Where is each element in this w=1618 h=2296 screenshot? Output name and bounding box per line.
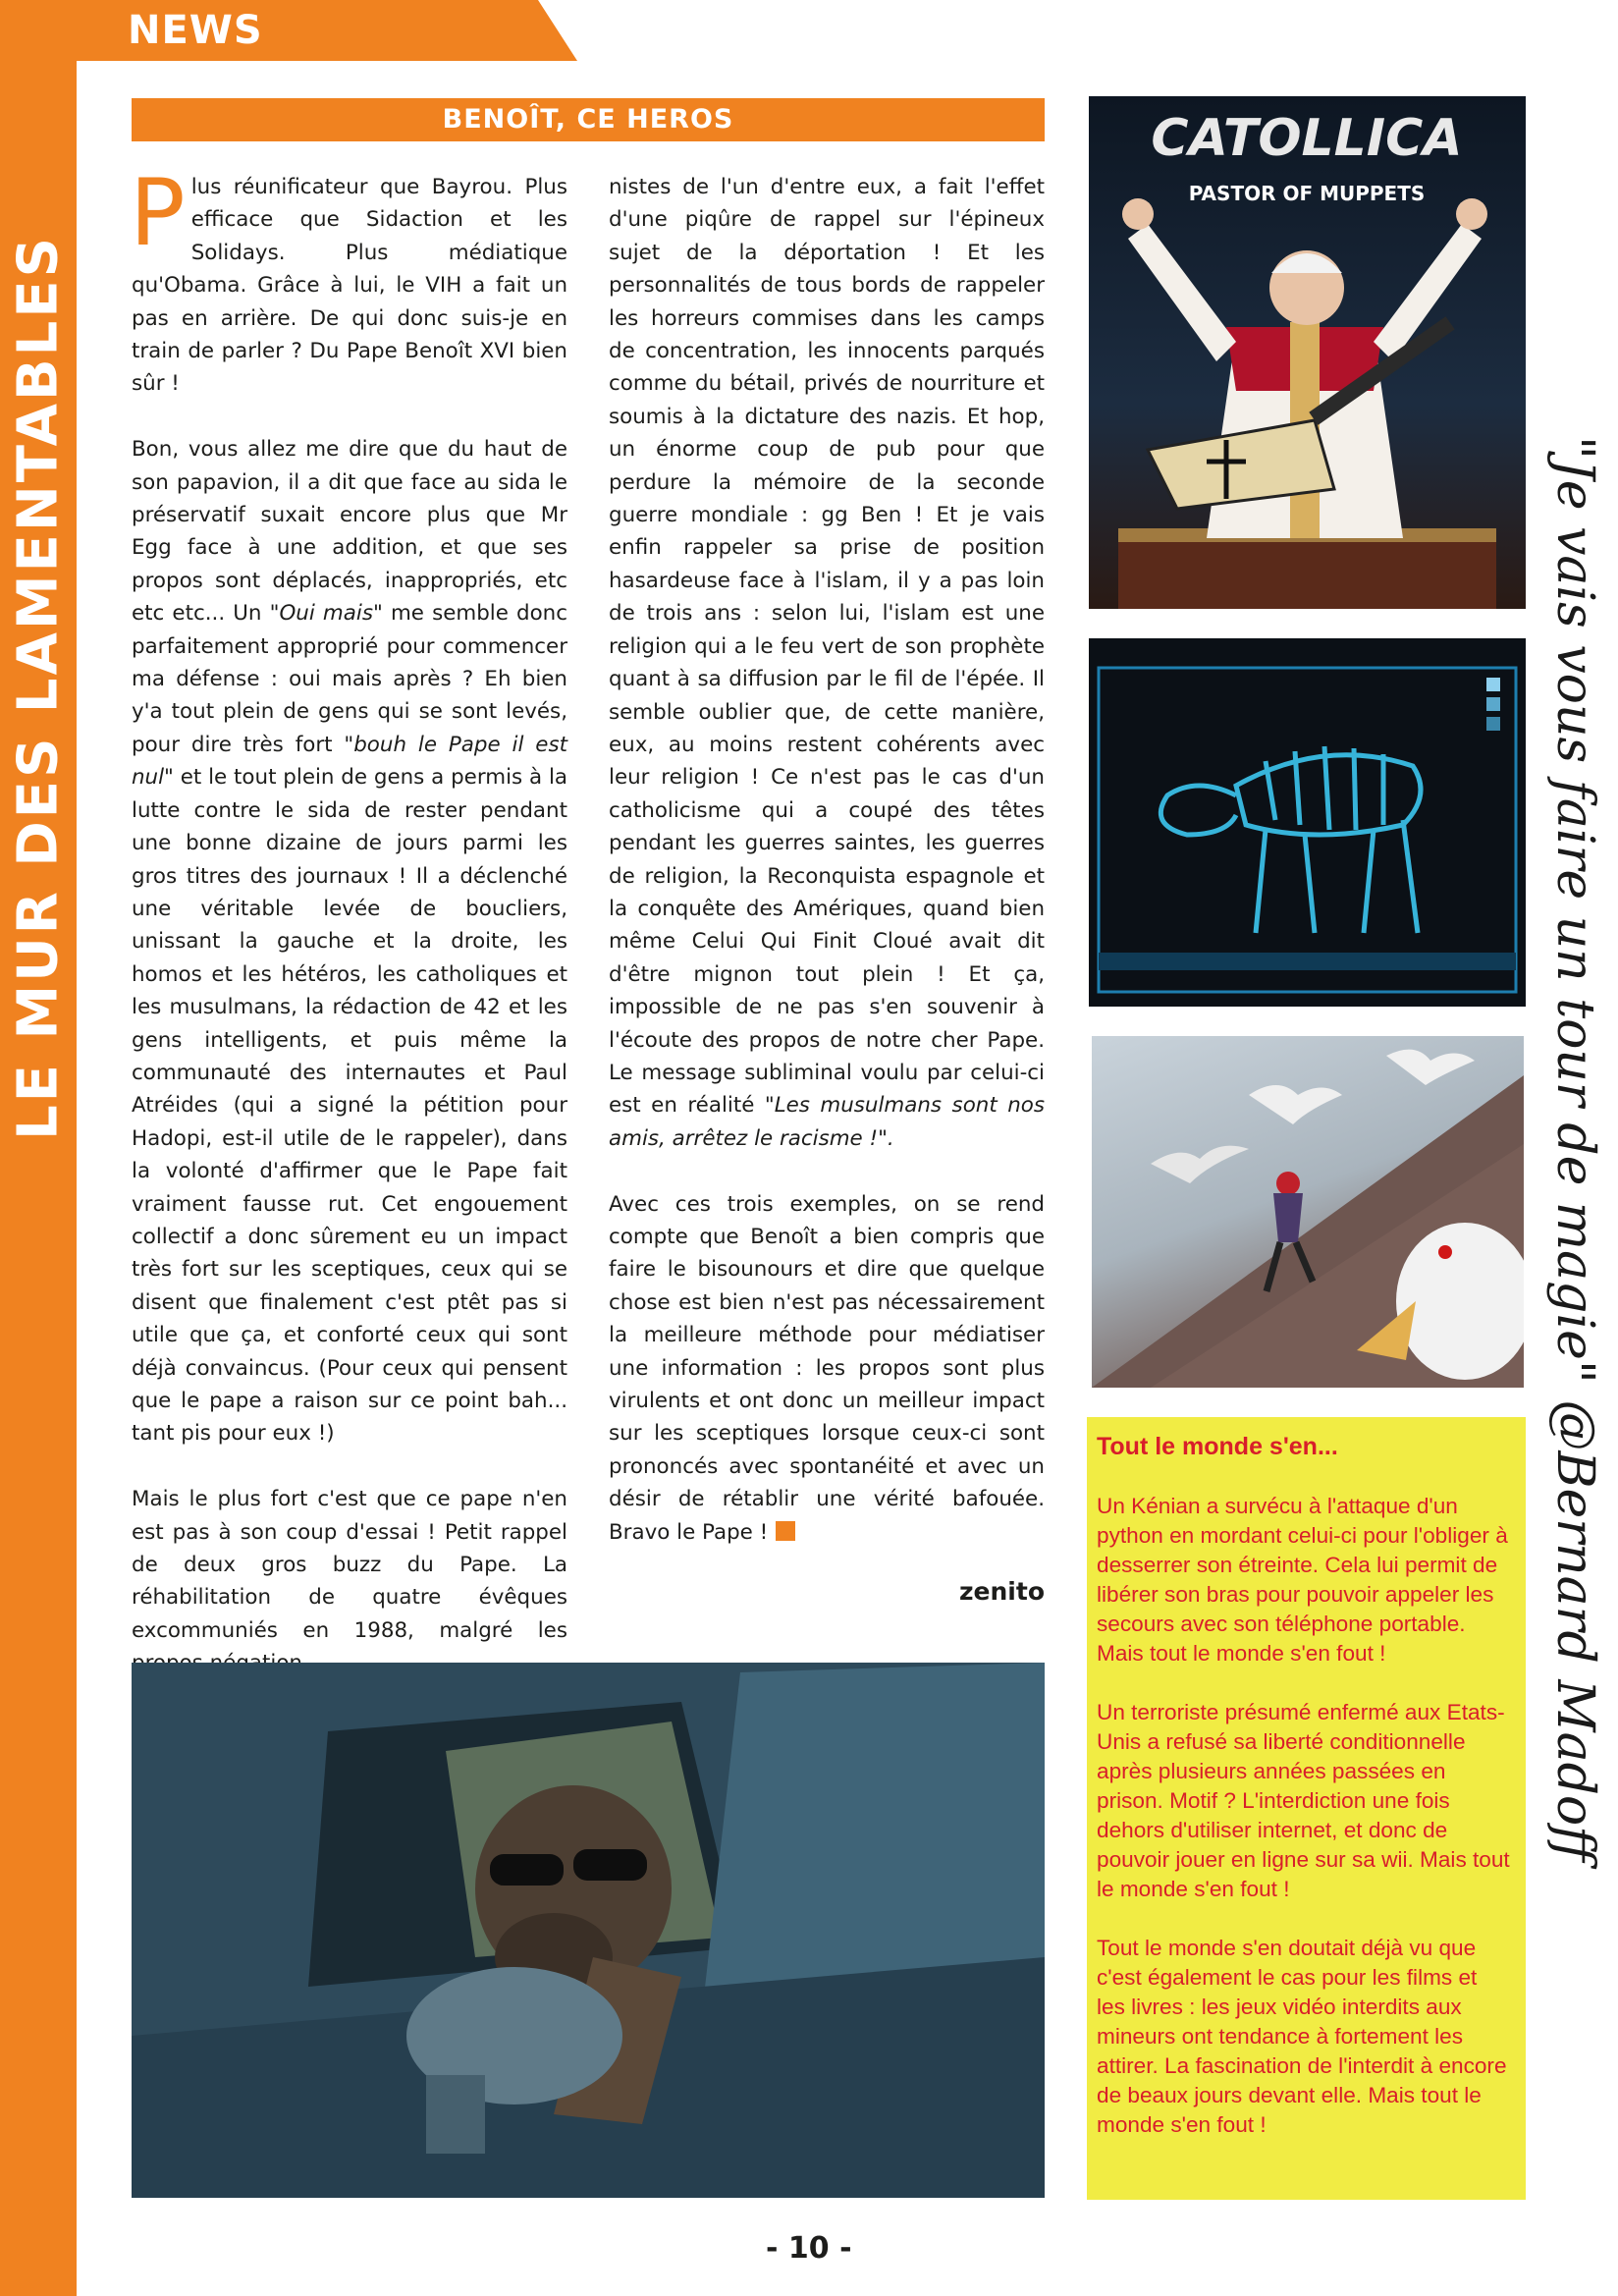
sidebar-title: LE MUR DES LAMENTABLES (6, 235, 71, 1140)
article-author: zenito (959, 1577, 1045, 1606)
article-title: BENOÎT, CE HEROS (132, 98, 1045, 141)
pope-guitar-photo (1089, 96, 1526, 609)
paragraph-text: Bon, vous allez me dire que du haut de son papavion, il a dit que face au sida le préservatif suxait encore plus que Mr Egg face à une addition, et que ses propos sont déplacés, inappropriés, etc etc etc... Un (132, 437, 567, 627)
article-paragraph-3-continued (609, 171, 1045, 1155)
page-number: - 10 - (766, 2231, 852, 2266)
side-news-box (1087, 1417, 1526, 2200)
side-box-paragraph: Un terroriste présumé enfermé aux Etats-Unis a refusé sa liberté conditionnelle après plusieurs années passées en prison. Motif ? L'interdiction une fois dehors d'utiliser internet, et donc de pouvoir jouer en ligne sur sa wii. Mais tout le monde s'en fout ! (1097, 1700, 1510, 1901)
dropcap: P (130, 160, 186, 267)
side-box-body (1097, 1492, 1511, 2169)
article-paragraph-3 (132, 1483, 567, 1679)
article-paragraph-4 (609, 1188, 1045, 1549)
seagull-climber-photo (1092, 1036, 1524, 1388)
vertical-quote: "Je vais vous faire un tour de magie" @Bernard Madoff (1545, 435, 1604, 1863)
side-box-title: Tout le monde s'en... (1097, 1433, 1338, 1460)
band-logo: CATOLLICA (1151, 109, 1463, 168)
quote-text: "Oui mais" (269, 601, 383, 627)
end-mark (776, 1521, 795, 1541)
seagull-scene (1092, 1036, 1524, 1388)
quote-text: "Les musulmans sont nos amis, arrêtez le racisme !". (609, 1093, 1045, 1151)
paragraph-text: nistes de l'un d'entre eux, a fait l'effet d'une piqûre de rappel sur l'épineux sujet de la déportation ! Et les personnalités de tous bords de rappeler les horreurs commises dans les camps de concentration, les innocents parqués comme du bétail, privés de nourriture et soumis à la dictature des nazis. Et hop, un énorme coup de pub pour que perdure la mémoire de la seconde guerre mondiale : gg Ben ! Et je vais enfin rappeler sa prise de position hasardeuse face à l'islam, il y a pas loin de trois ans : selon lui, l'islam est une religion qui a le feu vert de son prophète quant à sa diffusion par le fil de l'épée. Il semble oublier que, de cette manière, eux, au moins restent cohérents avec leur religion ! Ce n'est pas le cas d'un catholicisme qui a coupé des têtes pendant les guerres saintes, les guerres de religion, la Reconquista espagnole et la conquête des Amériques, quand bien même Celui Qui Finit Cloué avait dit d'être mignon tout plein ! Et ça, impossible de ne pas s'en souvenir à l'écoute des propos de notre cher Pape. Le message subliminal voulu par celui-ci est en réalité (609, 175, 1045, 1119)
side-box-paragraph: Un Kénian a survécu à l'attaque d'un python en mordant celui-ci pour l'obliger à desserrer son étreinte. Cela lui permit de libérer son bras pour pouvoir appeler les secours avec son téléphone portable. Mais tout le monde s'en fout ! (1097, 1494, 1508, 1666)
pope-illustration (1089, 96, 1526, 609)
paragraph-text: lus réunificateur que Bayrou. Plus efficace que Sidaction et les Solidays. Plus médiatique qu'Obama. Grâce à lui, le VIH a fait un pas en arrière. De qui donc suis-je en train de parler ? Du Pape Benoît XVI bien sûr ! (132, 175, 567, 397)
left-sidebar (0, 0, 77, 2296)
article-column-1 (130, 160, 567, 1713)
paragraph-text: et le tout plein de gens a permis à la lutte contre le sida de rester pendant une bonne dizaine de jours parmi les gros titres des journaux ! Il a déclenché une véritable levée de boucliers, unissant la gauche et la droite, les homos et les hétéros, les catholiques et les musulmans, la rédaction de 42 et les gens intelligents, et puis même la communauté des internautes et Paul Atréides (qui a signé la pétition pour Hadopi, est-il utile de le rappeler), dans la volonté d'affirmer que le Pape fait vraiment fausse rut. Cet engouement collectif a donc sûrement eu un impact très fort sur les sceptiques, ceux qui se disent que finalement c'est ptêt pas si utile que ça, et conforté ceux qui sont déjà convaincus. (Pour ceux qui pensent que le pape a raison sur ce point bah... tant pis pour eux !) (132, 765, 567, 1447)
quote-text: "bouh le Pape il est nul" (132, 732, 567, 791)
section-label: NEWS (128, 8, 263, 53)
walker-skeleton-photo (1089, 638, 1526, 1007)
paragraph-text: Mais le plus fort c'est que ce pape n'en est pas à son coup d'essai ! Petit rappel de deux gros buzz du Pape. La réhabilitation de quatre évêques excommuniés en 1988, malgré les (132, 1487, 567, 1643)
paragraph-text: me semble donc parfaitement approprié pour commencer ma défense : oui mais après ? Eh bien y'a tout plein de gens qui se sont levés, pour dire très fort (132, 601, 567, 757)
paragraph-text: Avec ces trois exemples, on se rend compte que Benoît a bien compris que faire le bisounours et dire que quelque chose est bien n'est pas nécessairement la meilleure méthode pour médiatiser une information : les propos sont plus virulents et ont donc un meilleur impact sur les sceptiques lorsque ceux-ci sont prononcés avec spontanéité et avec un désir de rétablir une vérité bafouée. Bravo le Pape ! (609, 1191, 1045, 1545)
band-subtitle: PASTOR OF MUPPETS (1188, 182, 1426, 205)
article-paragraph-1 (130, 160, 567, 401)
dog-in-car-photo (132, 1663, 1045, 2198)
article-paragraph-2 (132, 433, 567, 1450)
article-column-2 (609, 171, 1045, 1581)
side-box-paragraph: Tout le monde s'en doutait déjà vu que c'est également le cas pour les films et les livres : les jeux vidéo interdits aux mineurs ont tendance à fortement les attirer. La fascination de l'interdit à encore de beaux jours devant elle. Mais tout le monde s'en fout ! (1097, 1936, 1507, 2137)
skeleton-blueprint (1089, 638, 1526, 1007)
dog-car-scene (132, 1663, 1045, 2198)
